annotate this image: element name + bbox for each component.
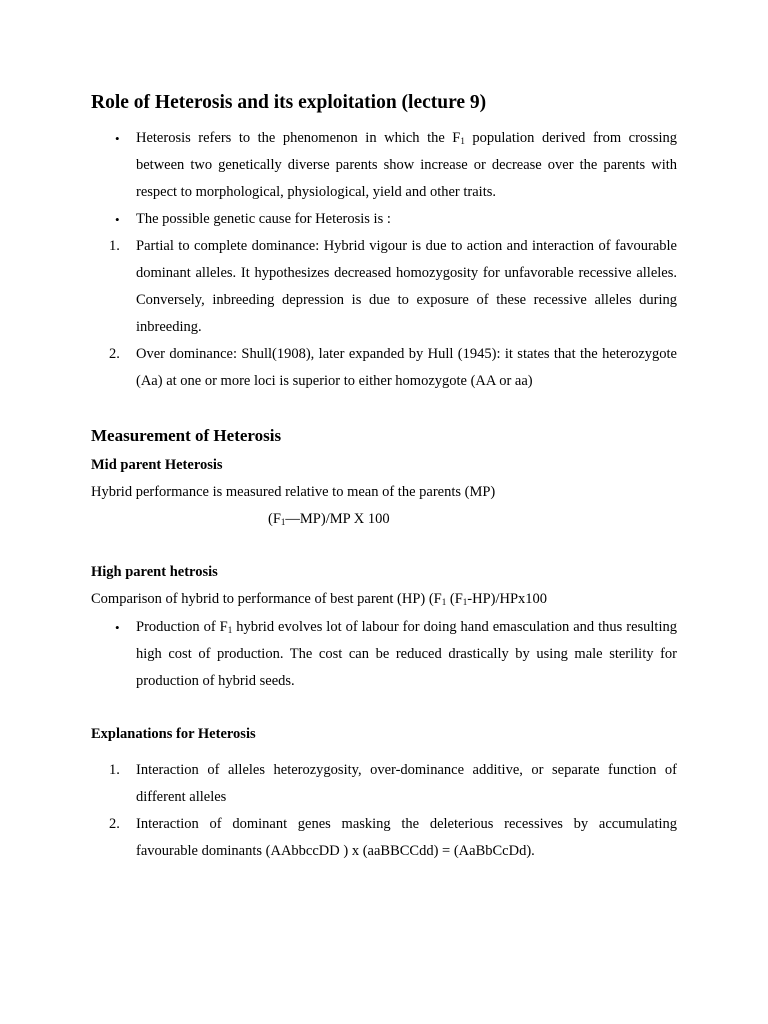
bullet-glyph: • <box>115 212 120 227</box>
high-parent-text: Comparison of hybrid to performance of best parent (HP) ($F_1$ $(F_1-HP)/HPx100$ <box>91 591 548 607</box>
bullet-text: The possible genetic cause for Heterosis is : <box>136 211 391 227</box>
mid-parent-formula: $(F_1—MP)/MP$ X 100 <box>268 511 390 527</box>
intro-bullet-definition <box>109 125 677 206</box>
page-title: Role of Heterosis and its exploitation (lecture 9) <box>91 92 487 113</box>
intro-bullet-genetic-cause <box>109 206 677 233</box>
bullet-text: Heterosis refers to the phenomenon in which the $F_1$ population derived from crossing between two genetically diverse parents show increase or decrease over the parents with respect to morphological, physiological, yield and other traits. <box>136 130 677 200</box>
mid-parent-text: Hybrid performance is measured relative to mean of the parents (MP) <box>91 484 496 500</box>
production-bullet <box>109 614 677 695</box>
explanations-heading: Explanations for Heterosis <box>91 726 256 742</box>
list-item-text: Interaction of dominant genes masking the deleterious recessives by accumulating favourable dominants (AAbbccDD ) x (aaBBCCdd) = (AaBbCcDd). <box>136 816 677 859</box>
explanation-item-1 <box>109 757 677 811</box>
list-number: 1. <box>109 762 120 778</box>
high-parent-heading: High parent hetrosis <box>91 564 218 580</box>
bullet-text: Production of $F_1$ hybrid evolves lot of labour for doing hand emasculation and thus resulting high cost of production. The cost can be reduced drastically by using male sterility for production of hybrid seeds. <box>136 619 677 689</box>
list-item-text: Partial to complete dominance: Hybrid vigour is due to action and interaction of favourable dominant alleles. It hypothesizes decreased homozygosity for unfavorable recessive alleles. Conversely, inbreeding depression is due to exposure of these recessive alleles during inbreeding. <box>136 238 677 335</box>
list-item-text: Interaction of alleles heterozygosity, over-dominance additive, or separate function of different alleles <box>136 762 677 805</box>
measurement-heading: Measurement of Heterosis <box>91 426 282 445</box>
list-number: 2. <box>109 346 120 362</box>
list-item-text: Over dominance: Shull(1908), later expanded by Hull (1945): it states that the heterozygote (Aa) at one or more loci is superior to either homozygote (AA or aa) <box>136 346 677 389</box>
list-number: 2. <box>109 816 120 832</box>
cause-item-over-dominance <box>109 341 677 395</box>
bullet-glyph: • <box>115 620 120 635</box>
list-number: 1. <box>109 238 120 254</box>
bullet-glyph: • <box>115 131 120 146</box>
cause-item-partial-dominance <box>109 233 677 341</box>
mid-parent-heading: Mid parent Heterosis <box>91 457 223 473</box>
explanation-item-2 <box>109 811 677 865</box>
